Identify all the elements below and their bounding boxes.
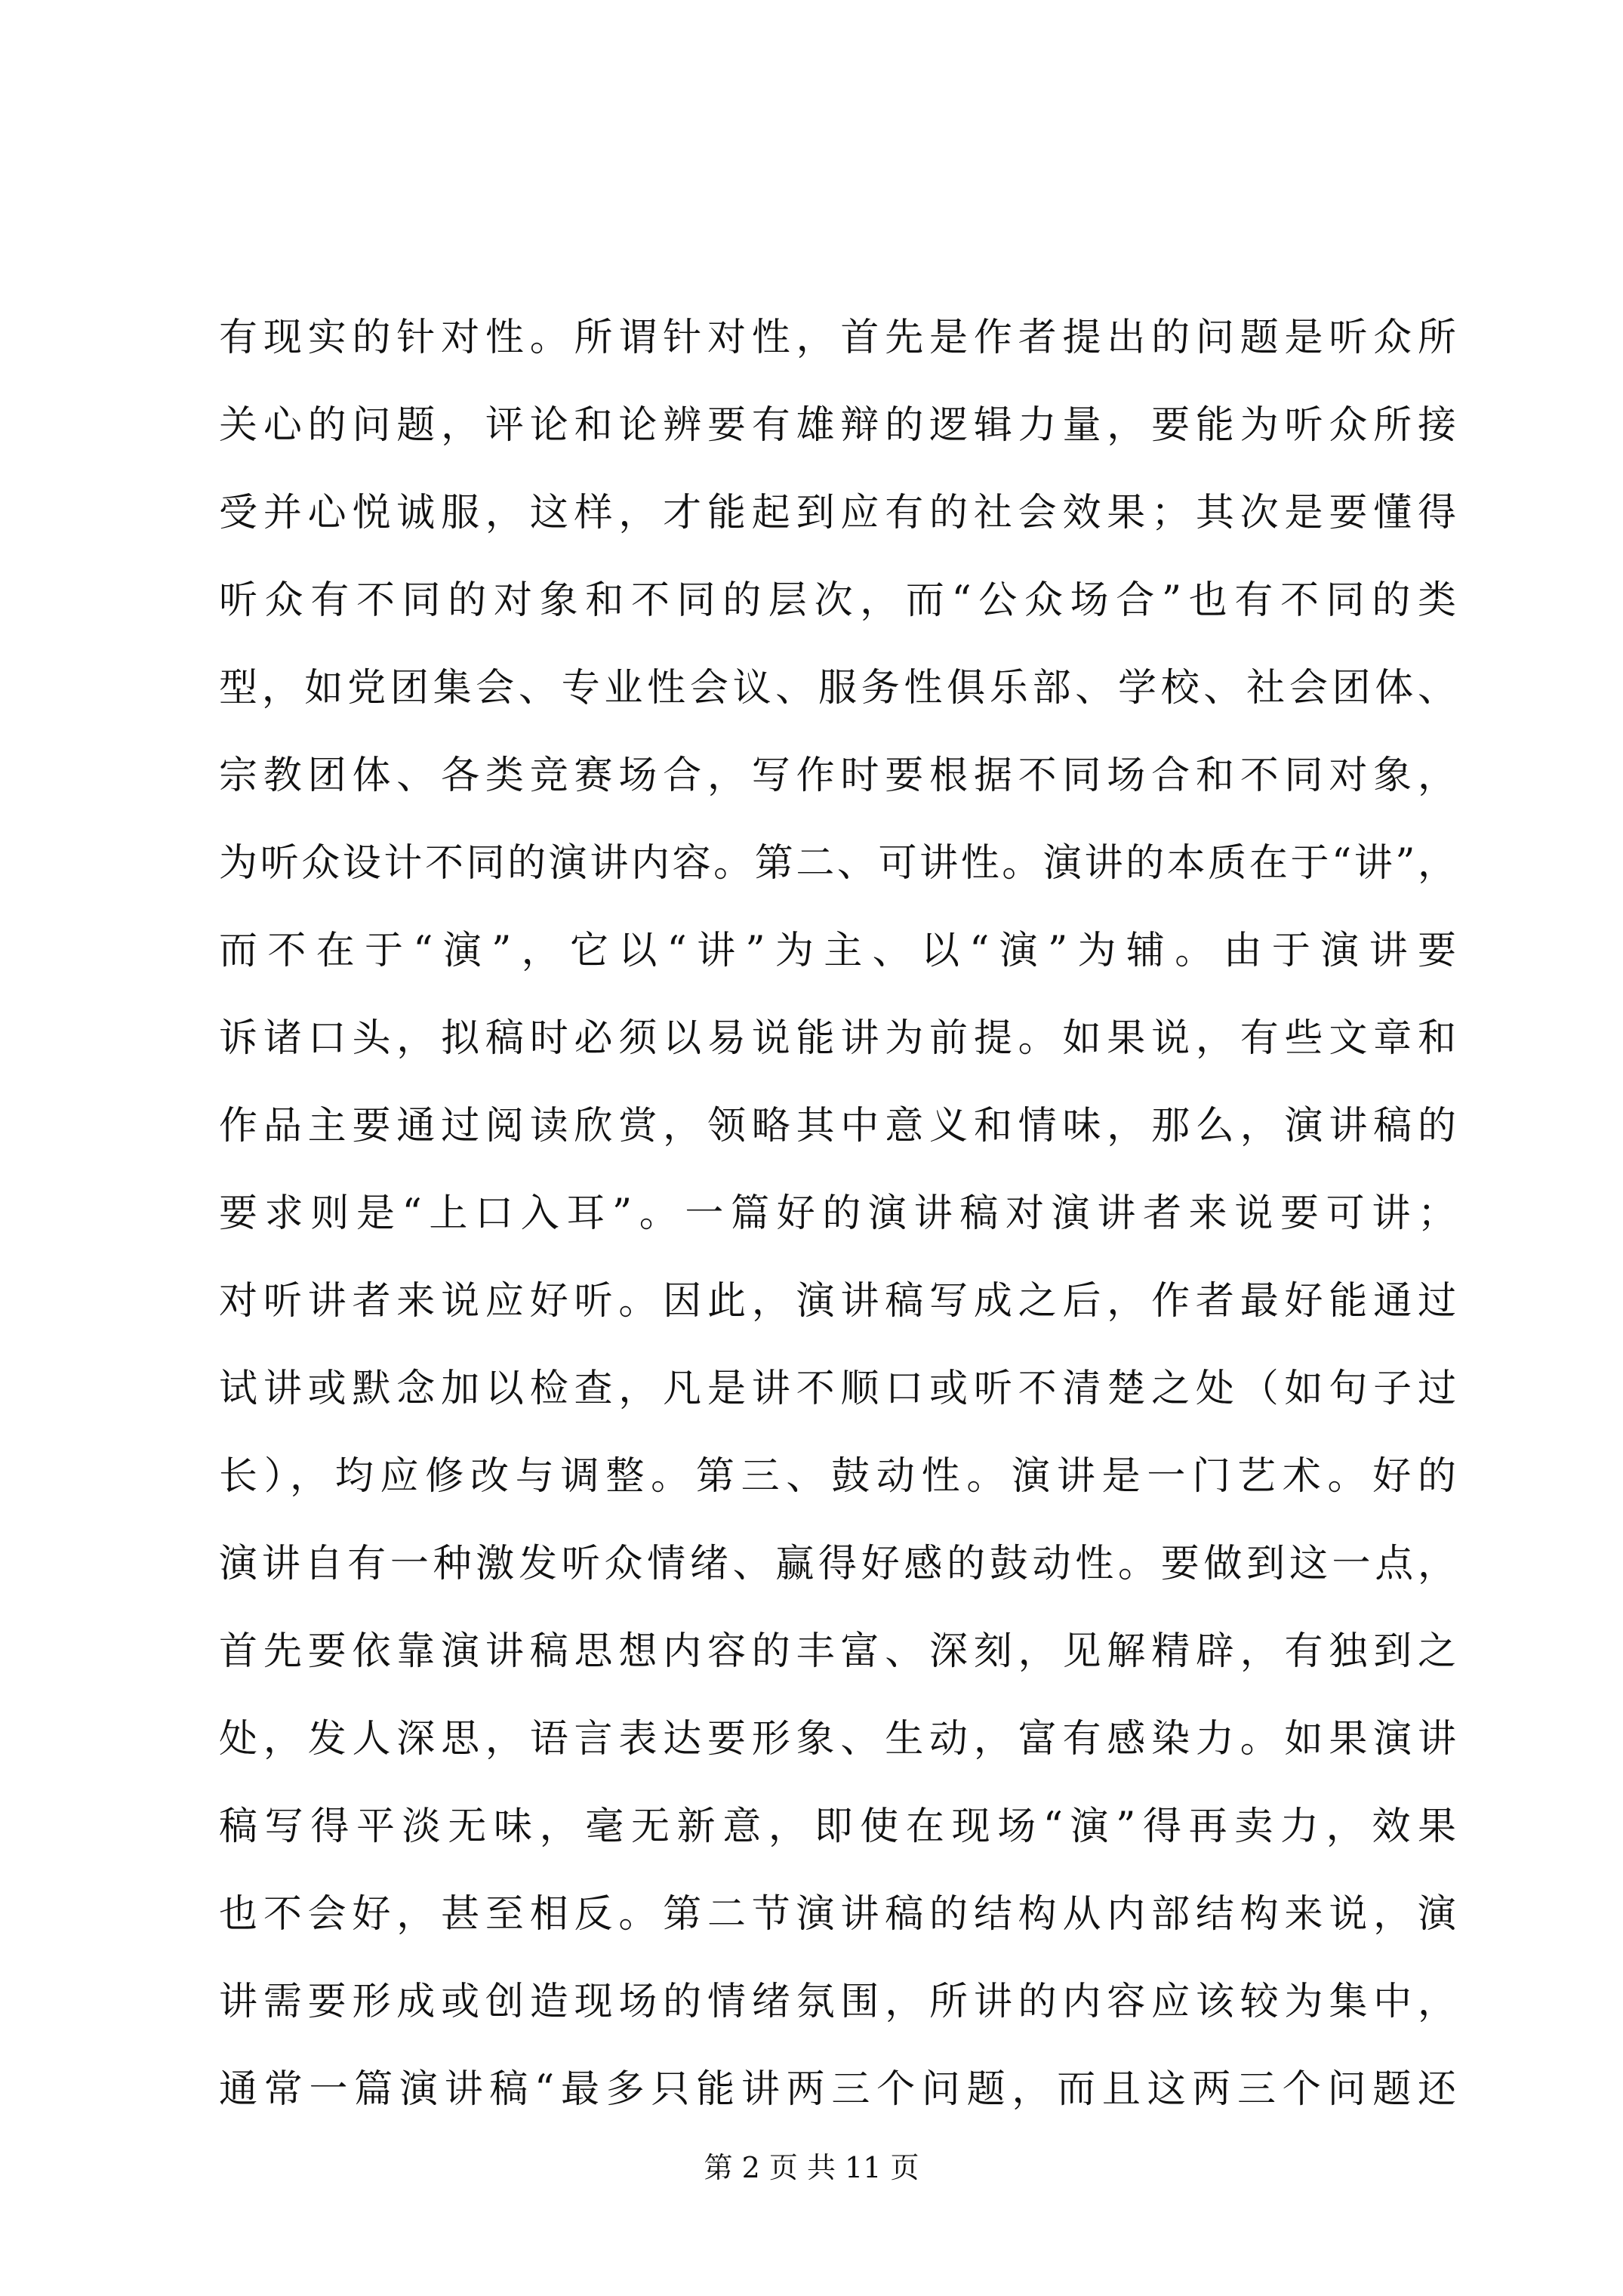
text-line: 长），均应修改与调整。第三、鼓动性。演讲是一门艺术。好的 — [219, 1454, 1457, 1499]
page-number-footer: 第 2 页 共 11 页 — [704, 2151, 919, 2184]
text-line: 作品主要通过阅读欣赏，领略其中意义和情味，那么，演讲稿的 — [219, 1104, 1457, 1148]
text-line: 听众有不同的对象和不同的层次，而“公众场合”也有不同的类 — [219, 578, 1457, 623]
text-line: 处，发人深思，语言表达要形象、生动，富有感染力。如果演讲 — [219, 1717, 1457, 1761]
text-line: 演讲自有一种激发听众情绪、赢得好感的鼓动性。要做到这一点， — [219, 1542, 1457, 1586]
text-line: 也不会好，甚至相反。第二节演讲稿的结构从内部结构来说，演 — [219, 1892, 1457, 1937]
text-line: 而不在于“演”，它以“讲”为主、以“演”为辅。由于演讲要 — [219, 929, 1457, 973]
text-line: 有现实的针对性。所谓针对性，首先是作者提出的问题是听众所 — [219, 316, 1457, 360]
text-line: 对听讲者来说应好听。因此，演讲稿写成之后，作者最好能通过 — [219, 1279, 1457, 1324]
text-line: 首先要依靠演讲稿思想内容的丰富、深刻，见解精辟，有独到之 — [219, 1629, 1457, 1674]
text-line: 讲需要形成或创造现场的情绪氛围，所讲的内容应该较为集中， — [219, 1980, 1457, 2024]
text-line: 关心的问题，评论和论辨要有雄辩的逻辑力量，要能为听众所接 — [219, 403, 1457, 448]
text-line: 受并心悦诚服，这样，才能起到应有的社会效果；其次是要懂得 — [219, 491, 1457, 535]
text-line: 宗教团体、各类竞赛场合，写作时要根据不同场合和不同对象， — [219, 754, 1457, 798]
text-line: 试讲或默念加以检查，凡是讲不顺口或听不清楚之处（如句子过 — [219, 1367, 1457, 1411]
text-line: 要求则是“上口入耳”。一篇好的演讲稿对演讲者来说要可讲； — [219, 1191, 1457, 1236]
text-line: 型，如党团集会、专业性会议、服务性俱乐部、学校、社会团体、 — [219, 666, 1457, 710]
text-line: 为听众设计不同的演讲内容。第二、可讲性。演讲的本质在于“讲”， — [219, 841, 1457, 886]
text-line: 诉诸口头，拟稿时必须以易说能讲为前提。如果说，有些文章和 — [219, 1016, 1457, 1061]
text-line: 稿写得平淡无味，毫无新意，即使在现场“演”得再卖力，效果 — [219, 1804, 1457, 1849]
body-text — [219, 294, 1457, 2134]
text-line: 通常一篇演讲稿“最多只能讲两三个问题，而且这两三个问题还 — [219, 2067, 1457, 2112]
